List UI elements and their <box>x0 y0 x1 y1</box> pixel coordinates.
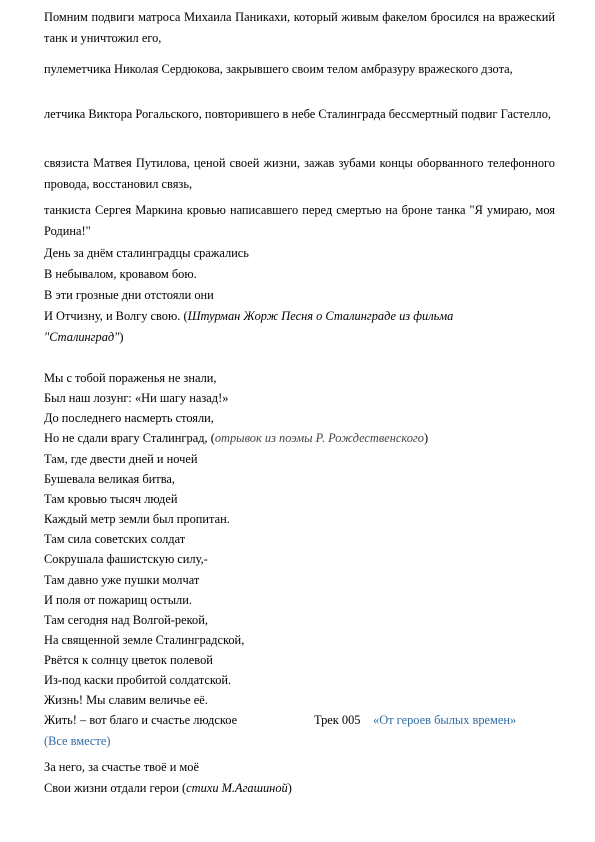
poem-last-line <box>44 430 428 446</box>
document-page <box>44 0 555 842</box>
poem-line: Мы с тобой пораженья не знали, <box>44 371 217 385</box>
song-last-line <box>44 308 453 324</box>
poem-last-line <box>44 780 292 796</box>
poem-line: Каждый метр земли был пропитан. <box>44 512 230 526</box>
track-title: «От героев былых времен» <box>373 713 517 727</box>
poem-line: До последнего насмерть стояли, <box>44 411 214 425</box>
poem-line: Там давно уже пушки молчат <box>44 573 200 587</box>
poem-line: Бушевала великая битва, <box>44 472 175 486</box>
poem-last-line-text: Но не сдали врагу Сталинград, ( <box>44 431 215 445</box>
poem-line: Из-под каски пробитой солдатской. <box>44 673 232 687</box>
poem-line: За него, за счастье твоё и моё <box>44 760 199 774</box>
paragraph-putilov: связиста Матвея Путилова, ценой своей жизни, зажав зубами концы оборванного телефонного провода, восстановил связь, <box>44 156 555 191</box>
poem-source-close: ) <box>287 781 292 795</box>
poem-line: Там сегодня над Волгой-рекой, <box>44 613 208 627</box>
paragraph-rogalsky: летчика Виктора Рогальского, повторившего в небе Сталинграда бессмертный подвиг Гастелло, <box>44 107 552 121</box>
poem-last-line-text: Свои жизни отдали герои ( <box>44 781 187 795</box>
poem-line: Был наш лозунг: «Ни шагу назад!» <box>44 391 229 405</box>
song-line: В небывалом, кровавом бою. <box>44 267 197 281</box>
poem-line: Жизнь! Мы славим величье её. <box>44 693 208 707</box>
poem-line: Там, где двести дней и ночей <box>44 452 198 466</box>
poem-line: Рвётся к солнцу цветок полевой <box>44 653 213 667</box>
song-source: Штурман Жорж Песня о Сталинграде из фильма <box>187 309 454 323</box>
paragraph-serdyukov: пулеметчика Николая Сердюкова, закрывшего своим телом амбразуру вражеского дзота, <box>44 62 513 76</box>
song-source-title: "Сталинград" <box>44 330 120 344</box>
song-source-close: ) <box>119 330 124 344</box>
all-together-note: (Все вместе) <box>44 734 111 748</box>
song-last-line-text: И Отчизну, и Волгу свою. ( <box>44 309 188 323</box>
song-line: День за днём сталинградцы сражались <box>44 246 249 260</box>
poem-line: Там сила советских солдат <box>44 532 186 546</box>
song-source-line <box>44 329 124 345</box>
poem-line: Сокрушала фашистскую силу,- <box>44 552 208 566</box>
poem-line: Жить! – вот благо и счастье людское <box>44 713 238 727</box>
poem-source: отрывок из поэмы Р. Рождественского <box>214 431 424 445</box>
paragraph-panikakha: Помним подвиги матроса Михаила Паникахи, который живым факелом бросился на вражеский танк и уничтожил его, <box>44 10 555 45</box>
poem-source-close: ) <box>423 431 429 445</box>
song-line: В эти грозные дни отстояли они <box>44 288 214 302</box>
poem-source: стихи М.Агашиной <box>186 781 288 795</box>
poem-line: Там кровью тысяч людей <box>44 492 178 506</box>
poem-line: На священной земле Сталинградской, <box>44 633 245 647</box>
track-label: Трек 005 <box>314 713 361 727</box>
paragraph-markin: танкиста Сергея Маркина кровью написавшего перед смертью на броне танка "Я умираю, моя Родина!" <box>44 203 555 238</box>
poem-line: И поля от пожарищ остыли. <box>44 593 192 607</box>
